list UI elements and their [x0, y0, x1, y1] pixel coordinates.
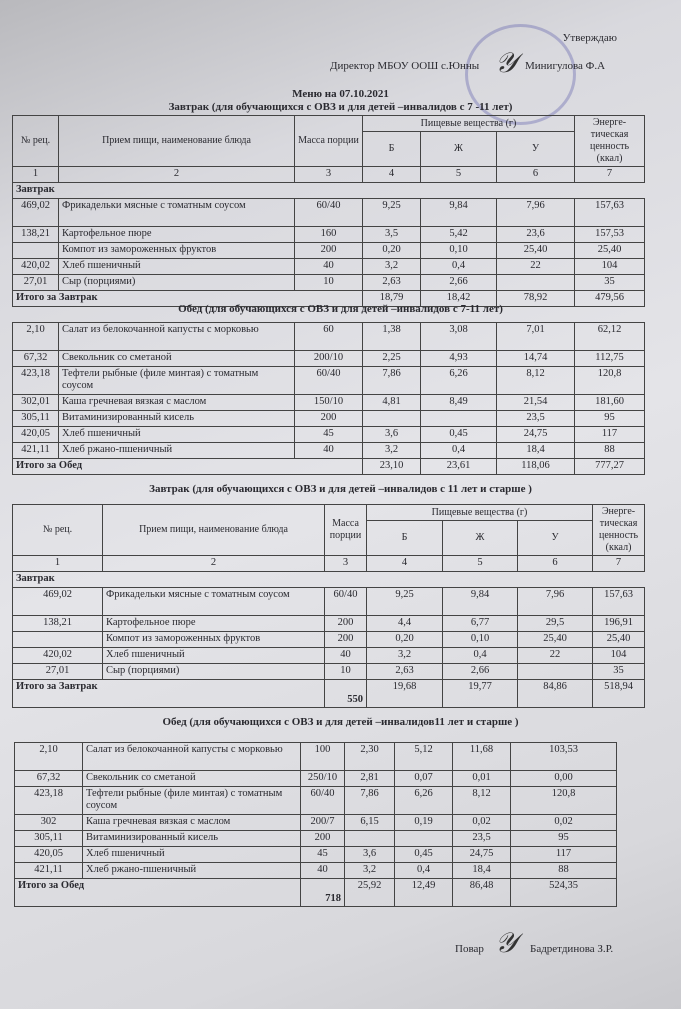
cell-protein: 0,20 — [363, 243, 421, 259]
cell-protein: 2,63 — [363, 275, 421, 291]
cell-protein: 4,81 — [363, 395, 421, 411]
cell-carbs: 25,40 — [518, 632, 593, 648]
cell-carbs: 24,75 — [453, 847, 511, 863]
director-signature: 𝒴 — [495, 48, 517, 79]
cell-fat: 2,66 — [443, 664, 518, 680]
cell-carbs: 24,75 — [497, 427, 575, 443]
cell-carbs: 0,02 — [453, 815, 511, 831]
cell-energy: 117 — [575, 427, 645, 443]
cell-carbs: 23,5 — [497, 411, 575, 427]
cell-rec: 67,32 — [13, 351, 59, 367]
cell-name: Хлеб пшеничный — [83, 847, 301, 863]
cell-name: Тефтели рыбные (филе минтая) с томатным соусом — [83, 787, 301, 815]
cell-energy: 35 — [575, 275, 645, 291]
cell-mass: 45 — [301, 847, 345, 863]
cell-name: Салат из белокочанной капусты с морковью — [59, 323, 295, 351]
cell-protein: 3,6 — [363, 427, 421, 443]
header-row — [13, 116, 645, 132]
total-row — [13, 680, 645, 708]
cell-energy: 0,00 — [511, 771, 617, 787]
cell-energy: 95 — [511, 831, 617, 847]
cell-name: Картофельное пюре — [103, 616, 325, 632]
cook-name: Бадретдинова З.Р. — [530, 943, 614, 955]
total-protein: 25,92 — [345, 879, 395, 907]
total-energy: 479,56 — [575, 291, 645, 307]
column-number: 7 — [575, 167, 645, 183]
cell-name: Свекольник со сметаной — [83, 771, 301, 787]
total-carbs: 86,48 — [453, 879, 511, 907]
cell-mass: 200/10 — [295, 351, 363, 367]
cell-protein: 3,2 — [363, 259, 421, 275]
cell-energy: 112,75 — [575, 351, 645, 367]
cell-mass: 40 — [295, 443, 363, 459]
cell-rec: 423,18 — [13, 367, 59, 395]
cell-carbs: 8,12 — [497, 367, 575, 395]
table-row — [13, 367, 645, 395]
table-row — [13, 616, 645, 632]
cell-fat: 9,84 — [421, 199, 497, 227]
table-row — [13, 275, 645, 291]
cell-rec: 302 — [15, 815, 83, 831]
cell-carbs: 7,96 — [497, 199, 575, 227]
table-row — [15, 847, 617, 863]
cell-fat — [395, 831, 453, 847]
header-energy: Энерге-тическая ценность (ккал) — [593, 505, 645, 556]
cell-energy: 95 — [575, 411, 645, 427]
cell-name: Сыр (порциями) — [59, 275, 295, 291]
cell-rec: 138,21 — [13, 616, 103, 632]
total-energy: 777,27 — [575, 459, 645, 475]
cell-energy: 103,53 — [511, 743, 617, 771]
header-row — [13, 505, 645, 521]
cell-mass: 100 — [301, 743, 345, 771]
cell-fat: 4,93 — [421, 351, 497, 367]
table-row — [15, 743, 617, 771]
cell-mass: 40 — [295, 259, 363, 275]
header-nutrients: Пищевые вещества (г) — [367, 505, 593, 521]
header-carbs: У — [497, 132, 575, 167]
menu-title: Меню на 07.10.2021 — [292, 88, 389, 100]
cell-mass: 200 — [325, 616, 367, 632]
table-row — [13, 664, 645, 680]
menu-table-lunch-7-11 — [12, 322, 645, 475]
header-protein: Б — [363, 132, 421, 167]
cell-protein: 3,2 — [345, 863, 395, 879]
cell-name: Хлеб ржано-пшеничный — [83, 863, 301, 879]
header-mass: Масса порции — [295, 116, 363, 167]
cell-fat: 0,4 — [395, 863, 453, 879]
header-fat: Ж — [421, 132, 497, 167]
column-number: 2 — [103, 556, 325, 572]
cell-name: Салат из белокочанной капусты с морковью — [83, 743, 301, 771]
header-fat: Ж — [443, 521, 518, 556]
cell-fat: 8,49 — [421, 395, 497, 411]
cell-mass: 40 — [325, 648, 367, 664]
cell-name: Картофельное пюре — [59, 227, 295, 243]
cell-mass: 60/40 — [295, 367, 363, 395]
column-number: 5 — [421, 167, 497, 183]
cell-rec: 420,05 — [13, 427, 59, 443]
cell-mass: 200 — [295, 411, 363, 427]
table-row — [13, 632, 645, 648]
cell-mass: 60/40 — [295, 199, 363, 227]
column-number: 1 — [13, 167, 59, 183]
cell-energy: 181,60 — [575, 395, 645, 411]
cell-fat: 6,26 — [421, 367, 497, 395]
header-dish-name: Прием пищи, наименование блюда — [103, 505, 325, 556]
cell-protein: 7,86 — [363, 367, 421, 395]
director-title: Директор МБОУ ООШ с.Юнны — [330, 60, 480, 72]
cell-rec: 302,01 — [13, 395, 59, 411]
cell-energy: 104 — [593, 648, 645, 664]
cell-energy: 157,63 — [575, 199, 645, 227]
cook-label: Повар — [455, 943, 484, 955]
cell-rec: 469,02 — [13, 588, 103, 616]
total-fat: 12,49 — [395, 879, 453, 907]
total-protein: 18,79 — [363, 291, 421, 307]
cell-protein — [363, 411, 421, 427]
cell-carbs — [497, 275, 575, 291]
cell-rec — [13, 632, 103, 648]
total-row — [15, 879, 617, 907]
cell-fat: 2,66 — [421, 275, 497, 291]
cell-carbs — [518, 664, 593, 680]
cell-carbs: 22 — [497, 259, 575, 275]
cell-fat: 0,4 — [421, 259, 497, 275]
cell-name: Фрикадельки мясные с томатным соусом — [103, 588, 325, 616]
menu-table-lunch-11plus — [14, 742, 617, 907]
total-label: Итого за Обед — [15, 879, 301, 907]
cell-mass: 200 — [325, 632, 367, 648]
cell-name: Хлеб пшеничный — [59, 259, 295, 275]
cell-carbs: 14,74 — [497, 351, 575, 367]
cell-fat: 6,77 — [443, 616, 518, 632]
cell-mass: 160 — [295, 227, 363, 243]
total-fat: 18,42 — [421, 291, 497, 307]
cell-mass: 40 — [301, 863, 345, 879]
total-protein: 19,68 — [367, 680, 443, 708]
table-title-1: Завтрак (для обучающихся с ОВЗ и для детей –инвалидов с 7 -11 лет) — [168, 101, 513, 113]
column-number: 2 — [59, 167, 295, 183]
cell-energy: 117 — [511, 847, 617, 863]
header-carbs: У — [518, 521, 593, 556]
cell-energy: 88 — [575, 443, 645, 459]
cell-fat: 0,45 — [395, 847, 453, 863]
table-row — [15, 771, 617, 787]
cell-mass: 250/10 — [301, 771, 345, 787]
cell-fat: 0,07 — [395, 771, 453, 787]
cell-carbs: 21,54 — [497, 395, 575, 411]
total-label: Итого за Завтрак — [13, 291, 363, 307]
table-row — [15, 831, 617, 847]
total-label: Итого за Завтрак — [13, 680, 325, 708]
total-carbs: 78,92 — [497, 291, 575, 307]
cell-rec: 138,21 — [13, 227, 59, 243]
header-rec: № рец. — [13, 505, 103, 556]
cell-carbs: 25,40 — [497, 243, 575, 259]
cell-fat: 5,42 — [421, 227, 497, 243]
table-row — [13, 199, 645, 227]
cell-mass: 60 — [295, 323, 363, 351]
table-row — [13, 351, 645, 367]
cell-fat: 0,19 — [395, 815, 453, 831]
cell-protein: 1,38 — [363, 323, 421, 351]
cell-name: Компот из замороженных фруктов — [59, 243, 295, 259]
cell-energy: 157,63 — [593, 588, 645, 616]
cell-rec: 2,10 — [15, 743, 83, 771]
cell-energy: 196,91 — [593, 616, 645, 632]
cell-name: Тефтели рыбные (филе минтая) с томатным соусом — [59, 367, 295, 395]
total-mass: 550 — [325, 680, 367, 708]
cell-mass: 200/7 — [301, 815, 345, 831]
table-row — [15, 815, 617, 831]
cell-protein — [345, 831, 395, 847]
cell-carbs: 8,12 — [453, 787, 511, 815]
cell-fat: 0,10 — [421, 243, 497, 259]
cell-mass: 200 — [295, 243, 363, 259]
cell-name: Каша гречневая вязкая с маслом — [83, 815, 301, 831]
column-number: 3 — [325, 556, 367, 572]
cell-name: Витаминизированный кисель — [59, 411, 295, 427]
cell-protein: 0,20 — [367, 632, 443, 648]
cell-protein: 3,2 — [367, 648, 443, 664]
cell-protein: 9,25 — [367, 588, 443, 616]
cell-rec: 423,18 — [15, 787, 83, 815]
cell-mass: 45 — [295, 427, 363, 443]
cell-rec: 421,11 — [15, 863, 83, 879]
cell-carbs: 7,96 — [518, 588, 593, 616]
section-label: Завтрак — [13, 183, 645, 199]
cell-protein: 2,25 — [363, 351, 421, 367]
cell-carbs: 29,5 — [518, 616, 593, 632]
column-number: 3 — [295, 167, 363, 183]
table-row — [13, 395, 645, 411]
table-title-4: Обед (для обучающихся с ОВЗ и для детей –инвалидов11 лет и старше ) — [162, 716, 519, 728]
menu-table-breakfast-11plus — [12, 504, 645, 708]
total-mass: 718 — [301, 879, 345, 907]
table-row — [13, 259, 645, 275]
cell-rec: 420,02 — [13, 259, 59, 275]
director-name: Минигулова Ф.А — [525, 60, 606, 72]
table-title-3: Завтрак (для обучающихся с ОВЗ и для детей –инвалидов с 11 лет и старше ) — [149, 483, 532, 495]
cell-protein: 2,63 — [367, 664, 443, 680]
cell-fat: 0,10 — [443, 632, 518, 648]
cell-fat: 0,4 — [421, 443, 497, 459]
cell-fat — [421, 411, 497, 427]
cell-rec — [13, 243, 59, 259]
cell-energy: 104 — [575, 259, 645, 275]
cell-energy: 157,53 — [575, 227, 645, 243]
header-rec: № рец. — [13, 116, 59, 167]
cell-mass: 10 — [325, 664, 367, 680]
header-nutrients: Пищевые вещества (г) — [363, 116, 575, 132]
cell-rec: 469,02 — [13, 199, 59, 227]
cell-name: Витаминизированный кисель — [83, 831, 301, 847]
cell-protein: 7,86 — [345, 787, 395, 815]
total-carbs: 84,86 — [518, 680, 593, 708]
cell-fat: 3,08 — [421, 323, 497, 351]
cell-name: Компот из замороженных фруктов — [103, 632, 325, 648]
table-row — [13, 243, 645, 259]
column-number: 6 — [518, 556, 593, 572]
cell-rec: 27,01 — [13, 275, 59, 291]
total-fat: 23,61 — [421, 459, 497, 475]
cell-name: Каша гречневая вязкая с маслом — [59, 395, 295, 411]
total-fat: 19,77 — [443, 680, 518, 708]
cell-mass: 200 — [301, 831, 345, 847]
cell-energy: 25,40 — [593, 632, 645, 648]
cell-protein: 3,5 — [363, 227, 421, 243]
cell-protein: 9,25 — [363, 199, 421, 227]
total-energy: 518,94 — [593, 680, 645, 708]
cell-energy: 35 — [593, 664, 645, 680]
cell-energy: 120,8 — [511, 787, 617, 815]
table-row — [13, 427, 645, 443]
header-energy: Энерге-тическая ценность (ккал) — [575, 116, 645, 167]
cell-rec: 420,02 — [13, 648, 103, 664]
cell-protein: 6,15 — [345, 815, 395, 831]
column-number: 5 — [443, 556, 518, 572]
cell-energy: 88 — [511, 863, 617, 879]
cell-mass: 60/40 — [325, 588, 367, 616]
total-protein: 23,10 — [363, 459, 421, 475]
cell-name: Хлеб ржано-пшеничный — [59, 443, 295, 459]
column-number: 6 — [497, 167, 575, 183]
table-row — [13, 411, 645, 427]
cell-fat: 0,45 — [421, 427, 497, 443]
cell-rec: 420,05 — [15, 847, 83, 863]
cell-carbs: 22 — [518, 648, 593, 664]
menu-table-breakfast-7-11 — [12, 115, 645, 307]
approve-label: Утверждаю — [562, 32, 617, 44]
header-dish-name: Прием пищи, наименование блюда — [59, 116, 295, 167]
table-row — [15, 863, 617, 879]
cook-signature: 𝒴 — [495, 928, 517, 959]
cell-name: Хлеб пшеничный — [59, 427, 295, 443]
total-energy: 524,35 — [511, 879, 617, 907]
cell-energy: 120,8 — [575, 367, 645, 395]
cell-name: Фрикадельки мясные с томатным соусом — [59, 199, 295, 227]
cell-rec: 67,32 — [15, 771, 83, 787]
cell-carbs: 18,4 — [497, 443, 575, 459]
cell-carbs: 7,01 — [497, 323, 575, 351]
total-row — [13, 459, 645, 475]
total-label: Итого за Обед — [13, 459, 363, 475]
cell-mass: 60/40 — [301, 787, 345, 815]
table-row — [13, 227, 645, 243]
header-mass: Масса порции — [325, 505, 367, 556]
section-label: Завтрак — [13, 572, 645, 588]
cell-rec: 2,10 — [13, 323, 59, 351]
cell-fat: 6,26 — [395, 787, 453, 815]
cell-mass: 150/10 — [295, 395, 363, 411]
cell-carbs: 11,68 — [453, 743, 511, 771]
table-row — [13, 588, 645, 616]
cell-energy: 25,40 — [575, 243, 645, 259]
cell-energy: 62,12 — [575, 323, 645, 351]
cell-name: Сыр (порциями) — [103, 664, 325, 680]
cell-carbs: 23,5 — [453, 831, 511, 847]
table-title-2: Обед (для обучающихся с ОВЗ и для детей –инвалидов с 7-11 лет) — [178, 303, 503, 315]
column-number: 1 — [13, 556, 103, 572]
cell-fat: 0,4 — [443, 648, 518, 664]
cell-name: Свекольник со сметаной — [59, 351, 295, 367]
table-row — [15, 787, 617, 815]
total-carbs: 118,06 — [497, 459, 575, 475]
cell-protein: 2,30 — [345, 743, 395, 771]
table-row — [13, 648, 645, 664]
cell-fat: 9,84 — [443, 588, 518, 616]
cell-carbs: 18,4 — [453, 863, 511, 879]
cell-protein: 3,6 — [345, 847, 395, 863]
cell-rec: 305,11 — [15, 831, 83, 847]
column-number: 4 — [367, 556, 443, 572]
cell-rec: 305,11 — [13, 411, 59, 427]
table-row — [13, 443, 645, 459]
table-row — [13, 323, 645, 351]
cell-fat: 5,12 — [395, 743, 453, 771]
cell-rec: 27,01 — [13, 664, 103, 680]
cell-energy: 0,02 — [511, 815, 617, 831]
column-number: 7 — [593, 556, 645, 572]
header-protein: Б — [367, 521, 443, 556]
cell-carbs: 23,6 — [497, 227, 575, 243]
cell-mass: 10 — [295, 275, 363, 291]
cell-carbs: 0,01 — [453, 771, 511, 787]
cell-name: Хлеб пшеничный — [103, 648, 325, 664]
column-number: 4 — [363, 167, 421, 183]
cell-protein: 3,2 — [363, 443, 421, 459]
cell-protein: 4,4 — [367, 616, 443, 632]
cell-rec: 421,11 — [13, 443, 59, 459]
cell-protein: 2,81 — [345, 771, 395, 787]
